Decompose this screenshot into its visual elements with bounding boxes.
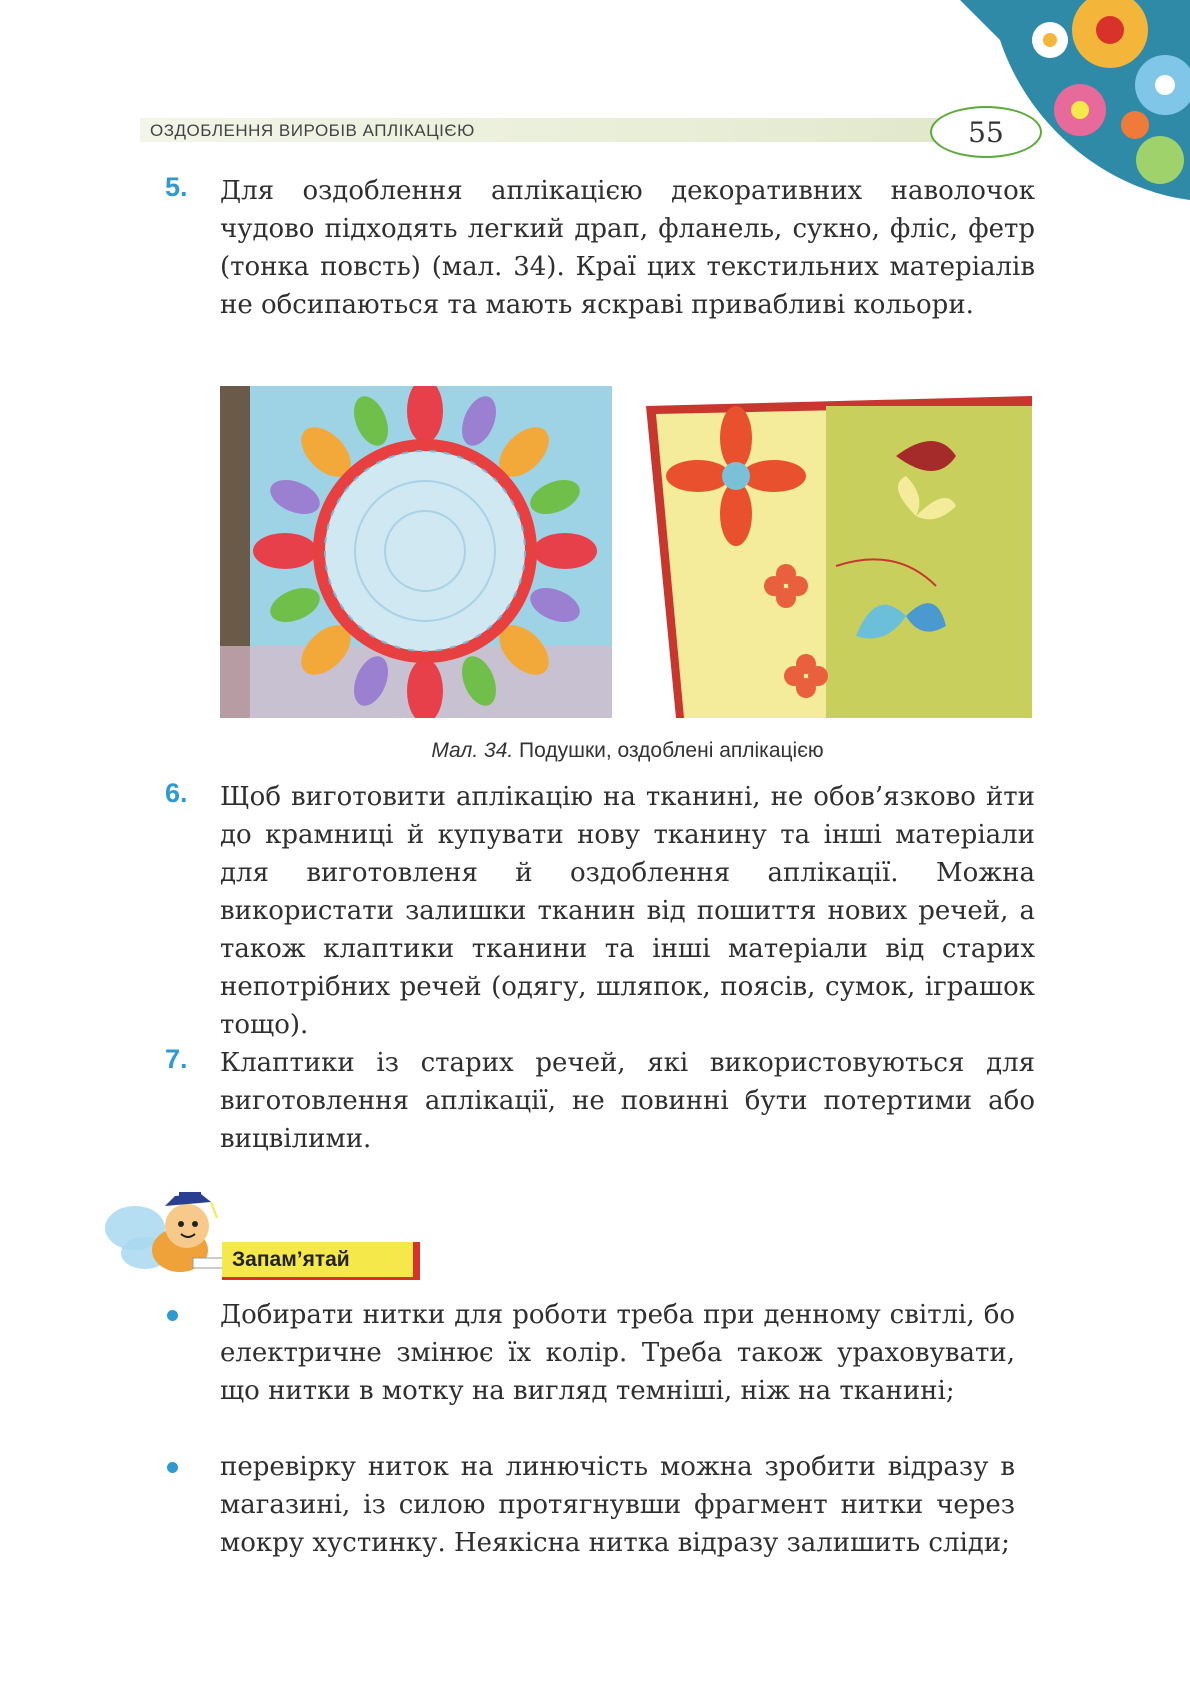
figure-caption-text: Подушки, оздоблені аплікацією [513, 739, 824, 762]
item-text: Щоб виготовити аплікацію на тканині, не обов’язково йти до крамниці й купувати нову тканину та інші матеріали для виготовленя й оздоблення аплікації. Можна використати залишки тканин від пошиття нових речей, а також клаптики тканини та інші матеріали від старих непотрібних речей (одягу, шляпок, поясів, сумок, іграшок тощо). [220, 782, 1035, 1040]
item-number: 5. [165, 172, 188, 202]
bee-mascot-icon [105, 1178, 235, 1288]
item-number: 6. [165, 778, 188, 808]
figure-caption [220, 739, 1035, 763]
bullet-text: Добирати нитки для роботи треба при денному світлі, бо електричне змінює їх колір. Треба також ураховувати, що нитки в мотку на вигляд темніші, ніж на тканині; [220, 1300, 1015, 1406]
bullet-text: перевірку ниток на линючість можна зробити відразу в магазині, із силою протягнувши фрагмент нитки через мокру хустинку. Неякісна нитка відразу залишить сліди; [220, 1452, 1015, 1558]
floral-corner-illustration [960, 0, 1190, 200]
bullet-dot-icon [167, 1310, 178, 1321]
photo-felt-pillow [636, 386, 1032, 718]
item-number: 7. [165, 1044, 188, 1074]
item-text: Для оздоблення аплікацією декоративних наволочок чудово підходять легкий драп, фланель, сукно, фліс, фетр (тонка повсть) (мал. 34). Краї цих текстильних матеріалів не обсипаються та мають яскраві привабливі кольори. [220, 176, 1035, 320]
photo-sunflower-pillow [220, 386, 612, 718]
item-text: Клаптики із старих речей, які використовуються для виготовлення аплікації, не повинні бути потертими або вицвілими. [220, 1048, 1035, 1154]
page-number: 55 [968, 115, 1004, 149]
figure-reference: Мал. 34. [431, 739, 514, 762]
page-number-badge [930, 106, 1042, 158]
running-header: ОЗДОБЛЕННЯ ВИРОБІВ АПЛІКАЦІЄЮ [150, 121, 475, 140]
bullet-dot-icon [167, 1462, 178, 1473]
remember-label: Запам’ятай [222, 1242, 420, 1280]
